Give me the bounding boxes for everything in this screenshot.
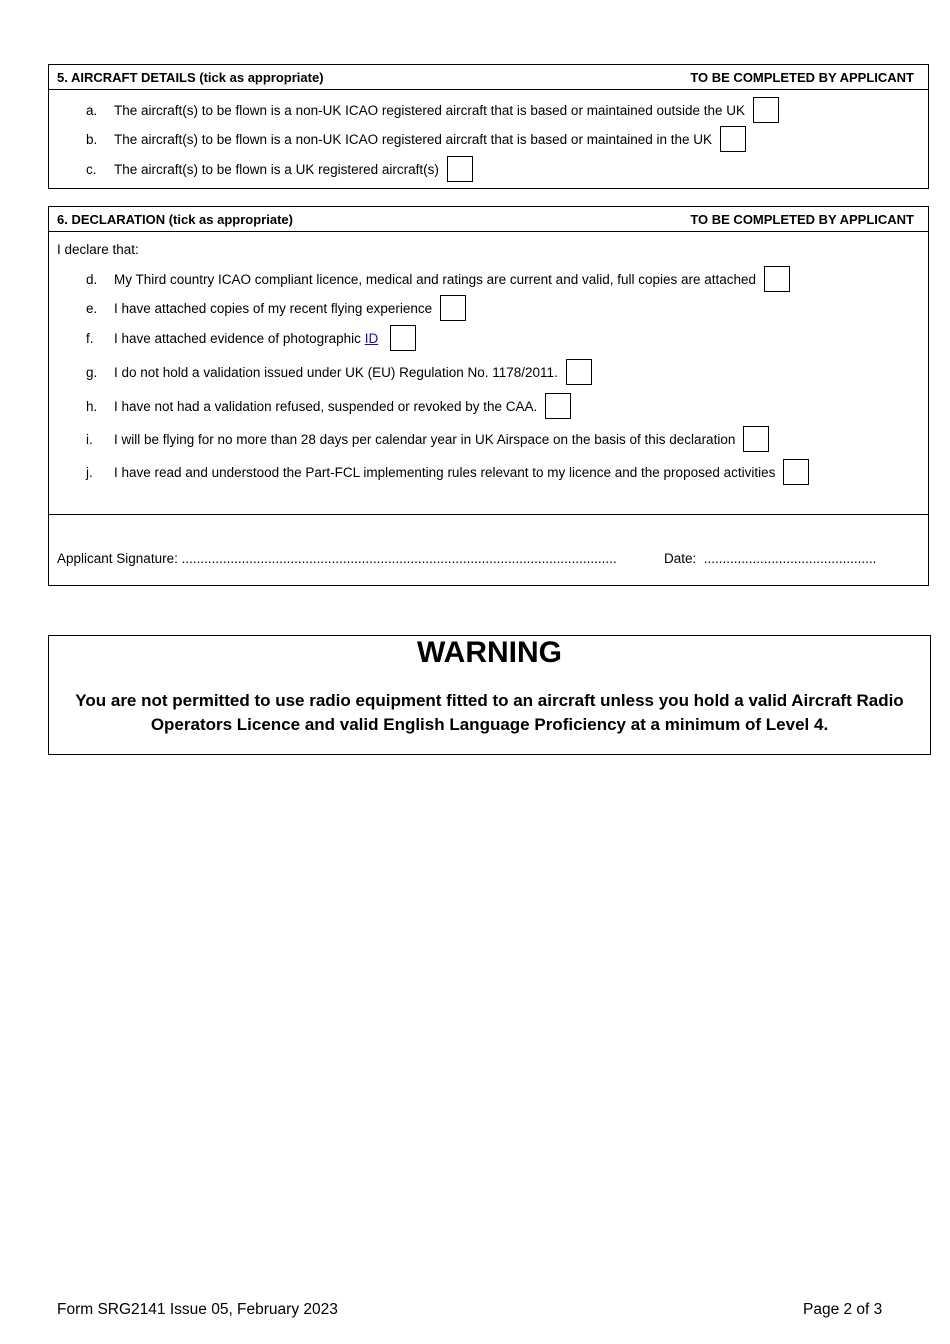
date-field[interactable] xyxy=(664,551,876,566)
id-link[interactable]: ID xyxy=(364,330,379,346)
item-letter: a. xyxy=(86,102,98,118)
section-header xyxy=(49,207,928,232)
item-letter: f. xyxy=(86,330,94,346)
checkbox-f[interactable] xyxy=(390,325,416,351)
signature-line: .................................................................................................................... xyxy=(181,551,617,566)
item-letter: b. xyxy=(86,131,98,147)
checkbox-j[interactable] xyxy=(783,459,809,485)
signature-field[interactable] xyxy=(57,551,617,566)
date-label: Date: xyxy=(664,551,697,566)
item-text: I do not hold a validation issued under UK (EU) Regulation No. 1178/2011. xyxy=(114,364,558,380)
item-letter: j. xyxy=(86,464,93,480)
warning-text: You are not permitted to use radio equipment fitted to an aircraft unless you hold a valid Aircraft Radio Operators Licence and valid English Language Proficiency at a minimum of Level 4. xyxy=(75,691,904,734)
warning-title: WARNING xyxy=(417,636,562,669)
aircraft-details-section xyxy=(48,64,929,189)
item-text: I have attached evidence of photographic xyxy=(114,330,365,346)
item-letter: g. xyxy=(86,364,98,380)
item-text: My Third country ICAO compliant licence, medical and ratings are current and valid, full copies are attached xyxy=(114,271,757,287)
item-letter: c. xyxy=(86,161,97,177)
checkbox-e[interactable] xyxy=(440,295,466,321)
date-line: .............................................. xyxy=(703,551,877,566)
checkbox-h[interactable] xyxy=(545,393,571,419)
checkbox-i[interactable] xyxy=(743,426,769,452)
item-text: The aircraft(s) to be flown is a non-UK ICAO registered aircraft that is based or maintained in the UK xyxy=(114,131,713,147)
signature-row xyxy=(49,514,928,587)
section-applicant-note: TO BE COMPLETED BY APPLICANT xyxy=(690,70,914,85)
item-letter: h. xyxy=(86,398,98,414)
section-header xyxy=(49,65,928,90)
item-text: I have not had a validation refused, suspended or revoked by the CAA. xyxy=(114,398,538,414)
section-applicant-note: TO BE COMPLETED BY APPLICANT xyxy=(690,212,914,227)
signature-label: Applicant Signature: xyxy=(57,551,178,566)
item-text: The aircraft(s) to be flown is a non-UK ICAO registered aircraft that is based or maintained outside the UK xyxy=(114,102,746,118)
page-number: Page 2 of 3 xyxy=(803,1301,883,1318)
checkbox-a[interactable] xyxy=(753,97,779,123)
item-text: I have read and understood the Part-FCL implementing rules relevant to my licence and the proposed activities xyxy=(114,464,776,480)
checkbox-g[interactable] xyxy=(566,359,592,385)
form-reference: Form SRG2141 Issue 05, February 2023 xyxy=(57,1301,338,1318)
item-letter: d. xyxy=(86,271,98,287)
checkbox-b[interactable] xyxy=(720,126,746,152)
declaration-section xyxy=(48,206,929,586)
section-title: 6. DECLARATION (tick as appropriate) xyxy=(57,212,293,227)
item-letter: e. xyxy=(86,300,98,316)
section-title: 5. AIRCRAFT DETAILS (tick as appropriate) xyxy=(57,70,324,85)
warning-box xyxy=(48,635,931,755)
item-text: The aircraft(s) to be flown is a UK registered aircraft(s) xyxy=(114,161,439,177)
item-text: I will be flying for no more than 28 days per calendar year in UK Airspace on the basis of this declaration xyxy=(114,431,736,447)
item-text: I have attached copies of my recent flying experience xyxy=(114,300,433,316)
checkbox-c[interactable] xyxy=(447,156,473,182)
declaration-intro: I declare that: xyxy=(57,242,139,257)
checkbox-d[interactable] xyxy=(764,266,790,292)
item-letter: i. xyxy=(86,431,93,447)
